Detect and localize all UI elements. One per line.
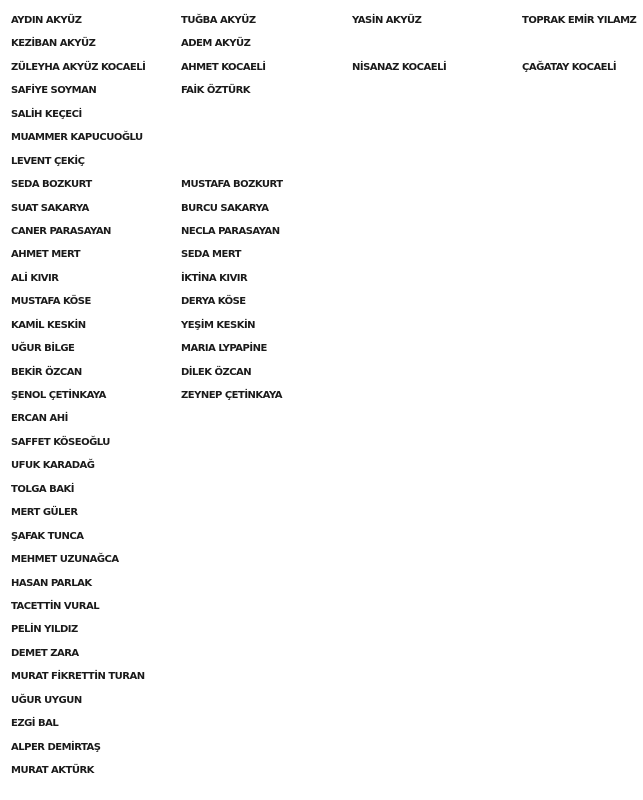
name-entry: KAMİL KESKİN	[11, 319, 86, 331]
name-entry: MEHMET UZUNAĞCA	[11, 554, 119, 566]
name-entry: MUAMMER KAPUCUOĞLU	[11, 132, 143, 144]
name-entry: İKTİNA KIVIR	[181, 272, 248, 284]
name-entry: NECLA PARASAYAN	[181, 225, 280, 237]
name-entry: TUĞBA AKYÜZ	[181, 15, 256, 26]
name-entry: MUSTAFA KÖSE	[11, 296, 91, 308]
name-column-2	[181, 12, 283, 410]
name-entry: CANER PARASAYAN	[11, 225, 111, 237]
name-entry: EZGİ BAL	[11, 718, 59, 730]
name-entry: SEDA BOZKURT	[11, 179, 92, 191]
empty-cell	[522, 35, 636, 58]
name-entry: ADEM AKYÜZ	[181, 38, 251, 50]
name-entry: ALPER DEMİRTAŞ	[11, 741, 101, 753]
name-entry: TACETTİN VURAL	[11, 600, 100, 612]
name-entry: BEKİR ÖZCAN	[11, 366, 82, 378]
name-column-3	[352, 12, 446, 82]
name-entry: ZÜLEYHA AKYÜZ KOCAELİ	[11, 61, 146, 73]
name-entry: PELİN YILDIZ	[11, 624, 78, 636]
name-entry: KEZİBAN AKYÜZ	[11, 38, 96, 50]
name-column-1	[11, 12, 145, 785]
name-entry: AHMET KOCAELİ	[181, 61, 266, 73]
name-entry: DERYA KÖSE	[181, 296, 246, 308]
name-entry: UFUK KARADAĞ	[11, 460, 95, 472]
name-entry: AYDIN AKYÜZ	[11, 15, 82, 26]
name-entry: ÇAĞATAY KOCAELİ	[522, 61, 617, 73]
name-entry: ERCAN AHİ	[11, 413, 68, 425]
name-entry: ŞAFAK TUNCA	[11, 530, 84, 542]
name-entry: HASAN PARLAK	[11, 577, 92, 589]
name-entry: AHMET MERT	[11, 249, 81, 261]
name-entry: MURAT FİKRETTİN TURAN	[11, 671, 145, 683]
name-entry: MERT GÜLER	[11, 507, 78, 519]
name-entry: ZEYNEP ÇETİNKAYA	[181, 390, 282, 401]
name-column-4	[522, 12, 636, 82]
empty-cell	[181, 129, 283, 152]
name-entry: NİSANAZ KOCAELİ	[352, 61, 447, 73]
name-entry: MUSTAFA BOZKURT	[181, 179, 283, 191]
name-entry: MURAT AKTÜRK	[11, 765, 94, 776]
empty-cell	[181, 153, 283, 176]
name-entry: DİLEK ÖZCAN	[181, 366, 252, 378]
name-entry: YASİN AKYÜZ	[352, 15, 422, 26]
name-entry: ŞENOL ÇETİNKAYA	[11, 390, 106, 401]
name-entry: LEVENT ÇEKİÇ	[11, 155, 85, 167]
name-entry: FAİK ÖZTÜRK	[181, 85, 251, 97]
name-entry: DEMET ZARA	[11, 647, 79, 659]
name-entry: SAFFET KÖSEOĞLU	[11, 436, 110, 448]
name-entry: BURCU SAKARYA	[181, 202, 269, 214]
name-entry: SUAT SAKARYA	[11, 202, 89, 214]
name-entry: YEŞİM KESKİN	[181, 319, 256, 331]
empty-cell	[352, 35, 446, 58]
name-entry: TOLGA BAKİ	[11, 483, 74, 495]
name-entry: UĞUR UYGUN	[11, 694, 82, 706]
name-entry: TOPRAK EMİR YILAMZ	[522, 15, 637, 26]
name-entry: SEDA MERT	[181, 249, 241, 261]
name-entry: ALİ KIVIR	[11, 272, 59, 284]
name-entry: SAFİYE SOYMAN	[11, 85, 97, 97]
name-entry: UĞUR BİLGE	[11, 343, 75, 355]
empty-cell	[181, 106, 283, 129]
name-entry: SALİH KEÇECİ	[11, 108, 82, 120]
name-entry: MARIA LYPAPİNE	[181, 343, 267, 355]
